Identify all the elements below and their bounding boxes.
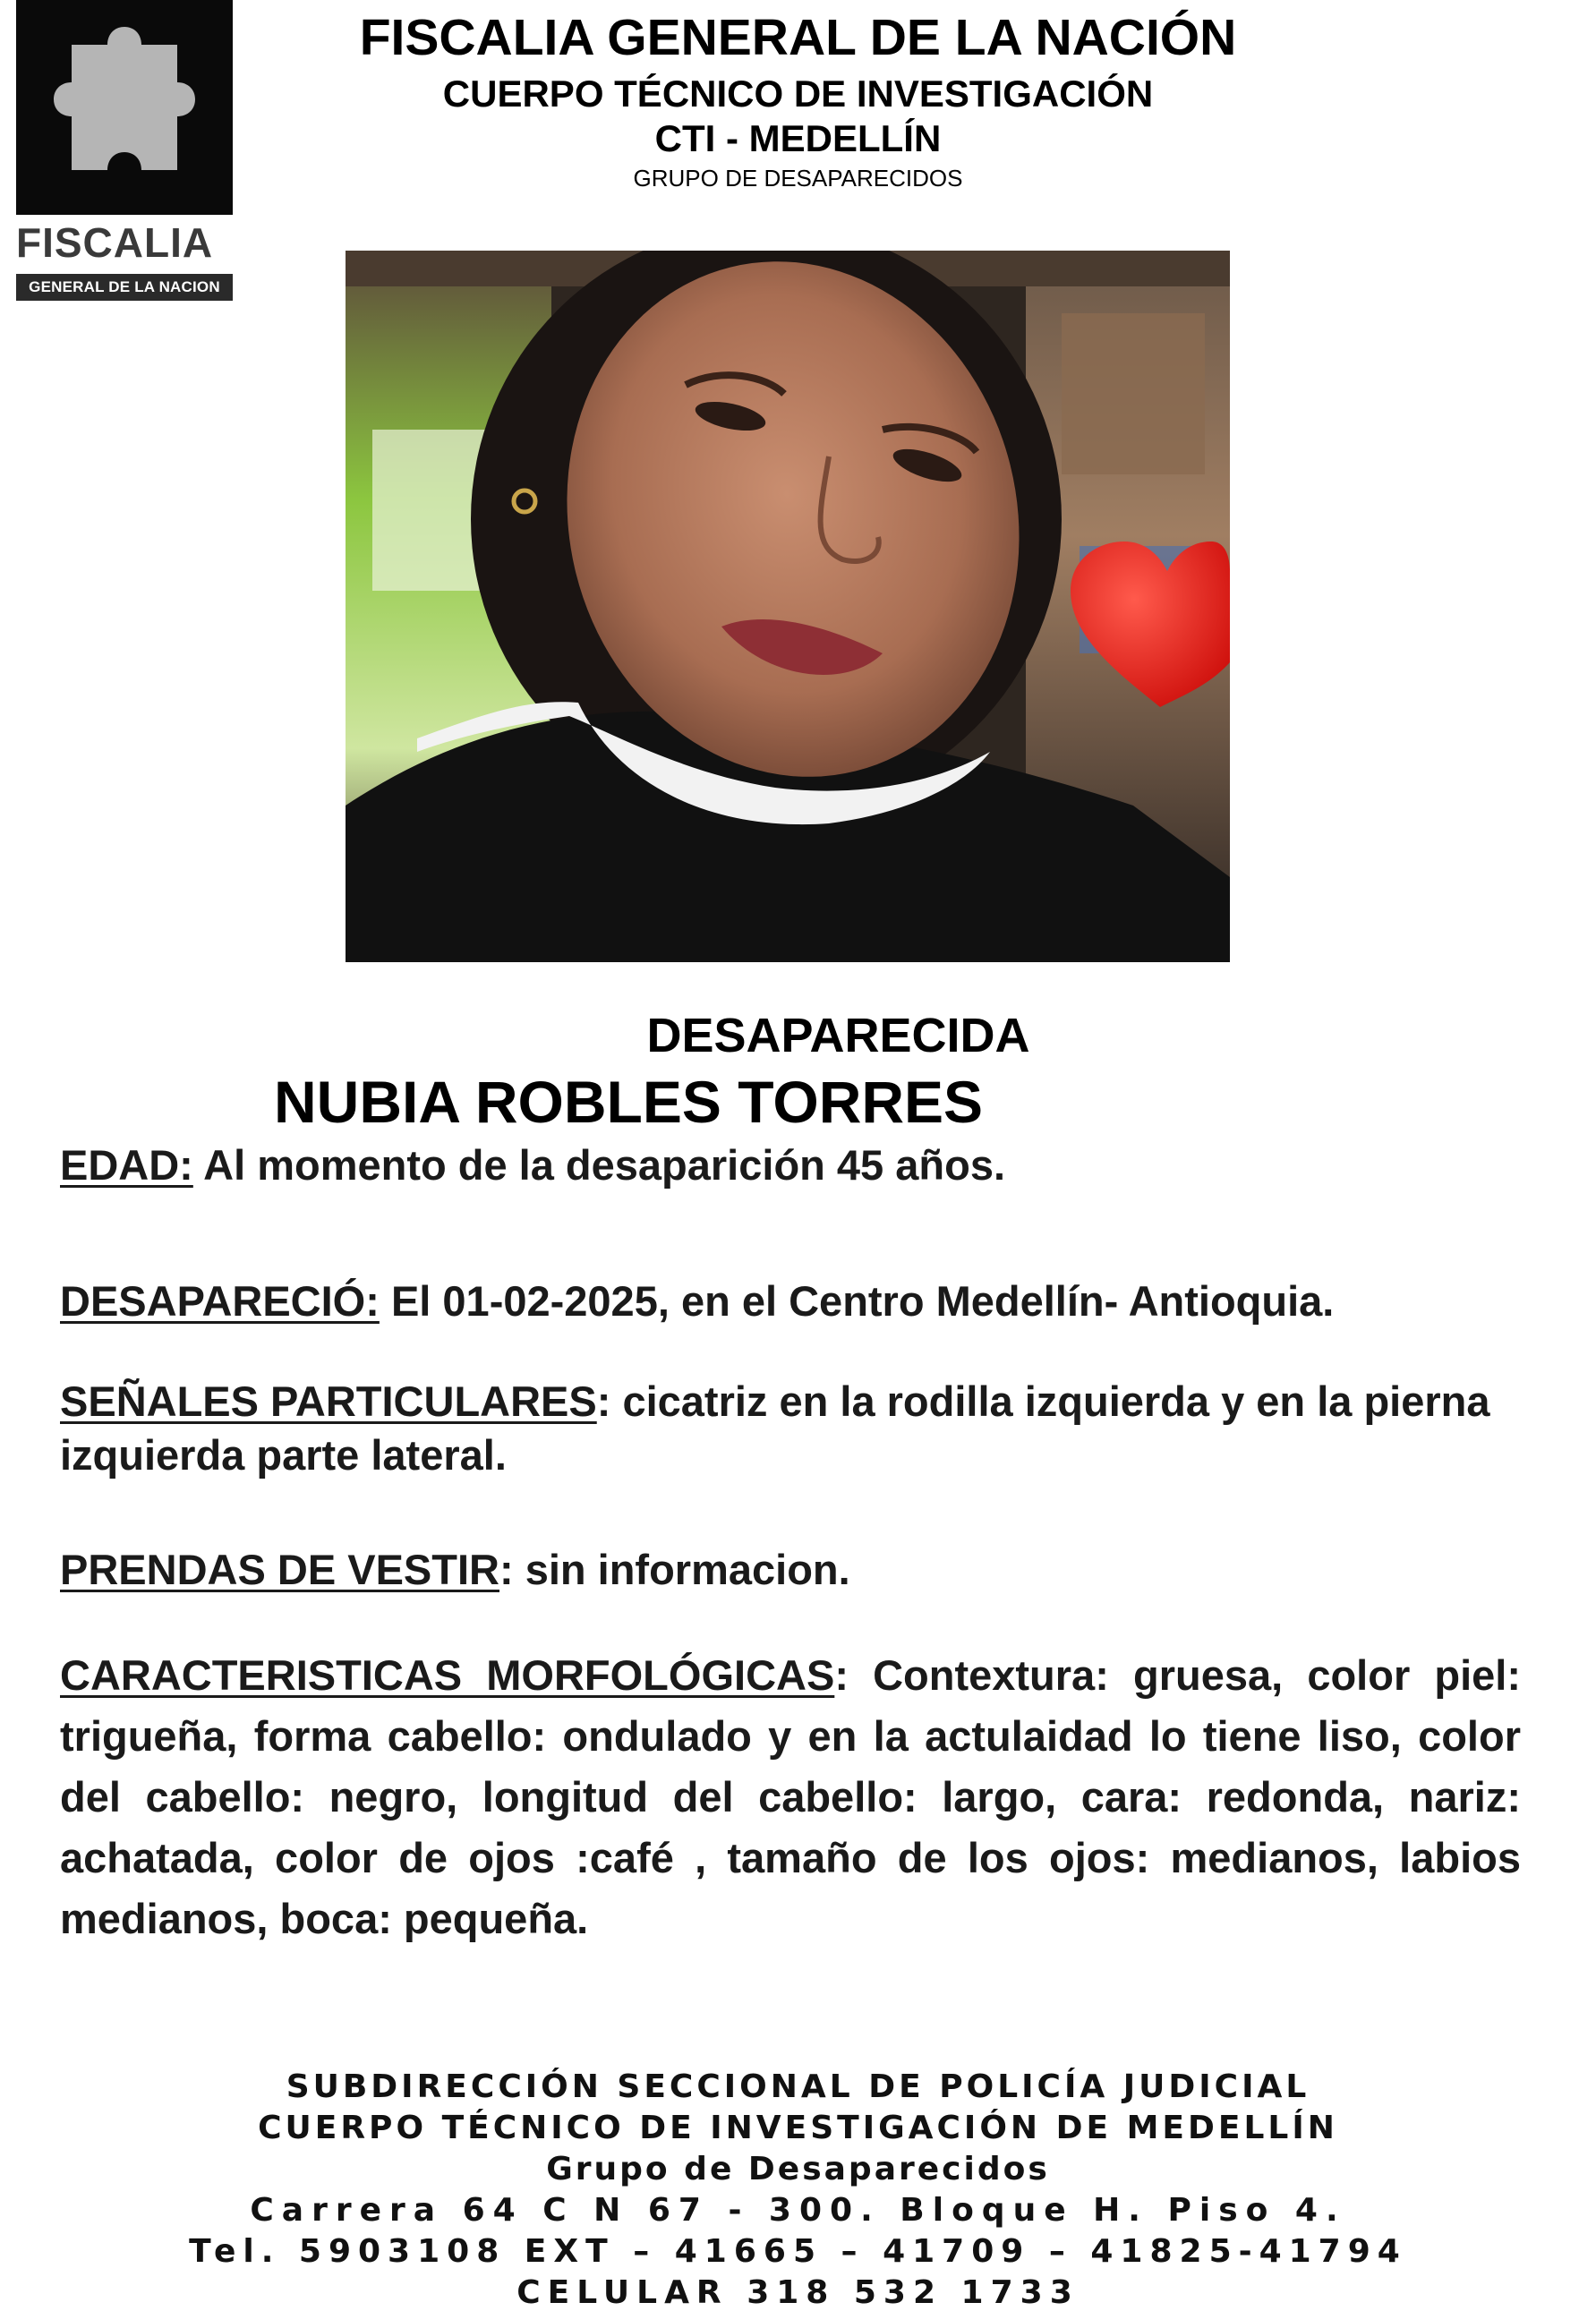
- field-desaparecio-label: DESAPARECIÓ:: [60, 1277, 380, 1325]
- person-name: NUBIA ROBLES TORRES: [274, 1069, 984, 1135]
- field-senales-label: SEÑALES PARTICULARES: [60, 1377, 597, 1425]
- agency-title: FISCALIA GENERAL DE LA NACIÓN: [359, 9, 1237, 66]
- status-title: DESAPARECIDA: [646, 1009, 1030, 1062]
- field-desaparecio: [60, 1271, 1521, 1332]
- footer-mobile: CELULAR 318 532 1733: [516, 2274, 1080, 2311]
- missing-person-photo: [346, 251, 1230, 962]
- agency-subtitle: CUERPO TÉCNICO DE INVESTIGACIÓN: [442, 72, 1154, 115]
- field-prendas-label: PRENDAS DE VESTIR: [60, 1546, 499, 1593]
- field-prendas: [60, 1539, 1521, 1600]
- field-caracteristicas-value: : Contextura: gruesa, color piel: trigueña, forma cabello: ondulado y en la actulaidad lo tiene liso, color del cabello: negro, longitud del cabello: largo, cara: redonda, nariz: achatada, color de ojos :café , tamaño de los ojos: medianos, labios medianos, boca: pequeña.: [60, 1651, 1521, 1942]
- field-prendas-value: : sin informacion.: [499, 1546, 850, 1593]
- field-desaparecio-value: El 01-02-2025, en el Centro Medellín- Antioquia.: [379, 1277, 1335, 1325]
- footer-cuerpo: CUERPO TÉCNICO DE INVESTIGACIÓN DE MEDELLÍN: [258, 2110, 1338, 2146]
- agency-group: GRUPO DE DESAPARECIDOS: [633, 165, 963, 192]
- field-caracteristicas-label: CARACTERISTICAS MORFOLÓGICAS: [60, 1651, 835, 1699]
- footer-phone: Tel. 5903108 EXT – 41665 – 41709 – 41825-41794: [189, 2233, 1407, 2270]
- field-senales: [60, 1375, 1521, 1482]
- field-edad-value: Al momento de la desaparición 45 años.: [192, 1141, 1006, 1189]
- footer-address: Carrera 64 C N 67 - 300. Bloque H. Piso 4.: [250, 2192, 1346, 2229]
- field-edad: [60, 1135, 1521, 1196]
- field-caracteristicas: [60, 1645, 1521, 1949]
- logo-subtitle: GENERAL DE LA NACION: [16, 274, 233, 301]
- field-senales-value: : cicatriz en la rodilla izquierda y en la pierna izquierda parte lateral.: [60, 1377, 1490, 1479]
- footer-grupo: Grupo de Desaparecidos: [546, 2151, 1050, 2187]
- footer-subdireccion: SUBDIRECCIÓN SECCIONAL DE POLICÍA JUDICIAL: [286, 2068, 1310, 2105]
- logo-wordmark: FISCALIA: [16, 219, 214, 266]
- field-edad-label: EDAD:: [60, 1141, 193, 1189]
- agency-branch: CTI - MEDELLÍN: [654, 117, 942, 159]
